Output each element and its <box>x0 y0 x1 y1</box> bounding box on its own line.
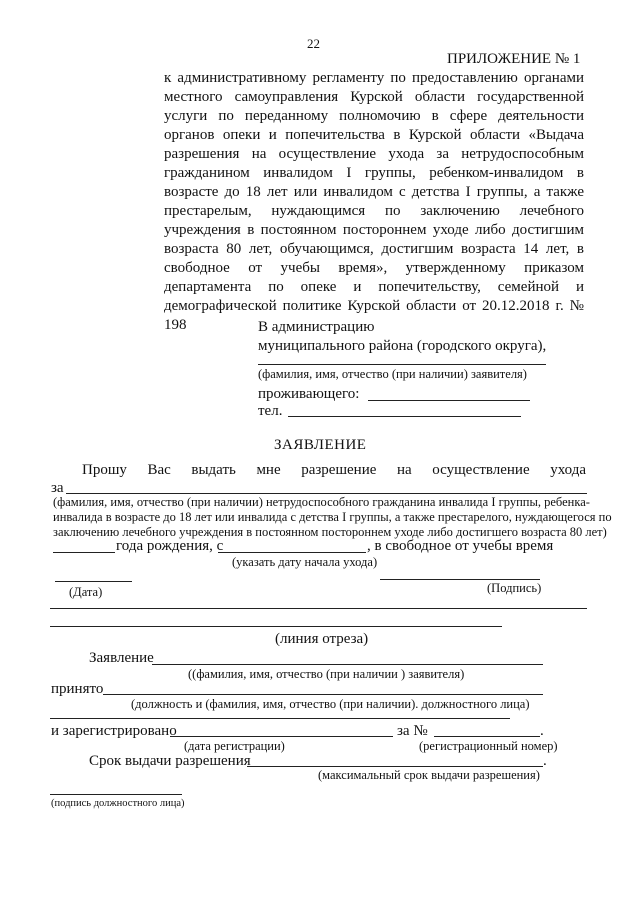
receipt-statement-label: Заявление <box>89 650 154 666</box>
preamble-line: к административному регламенту по предоставлению органами <box>164 70 584 86</box>
applicant-fio-caption: (фамилия, имя, отчество (при наличии) заявителя) <box>258 367 527 381</box>
preamble-line: учреждения в постоянном постороннем уходе либо достигшим <box>164 222 584 238</box>
official-field-extra[interactable] <box>50 718 510 719</box>
preamble-line: демографической политике Курской области от 20.12.2018 г. № <box>164 298 584 314</box>
request-line: Прошу Вас выдать мне разрешение на осуществление ухода <box>82 462 586 478</box>
phone-label: тел. <box>258 403 283 419</box>
statement-title: ЗАЯВЛЕНИЕ <box>274 437 367 453</box>
preamble-line: возраста 80 лет, обучающимся, достигшим возраста 14 лет, в <box>164 241 584 257</box>
preamble-line: услуги по переданному полномочию в сфере деятельности <box>164 108 584 124</box>
birth-year-text: года рождения, с <box>116 538 224 554</box>
official-signature-caption: (подпись должностного лица) <box>51 798 185 809</box>
start-date-caption: (указать дату начала ухода) <box>232 555 378 569</box>
registration-date-caption: (дата регистрации) <box>184 739 285 753</box>
addressee-line-1: В администрацию <box>258 319 375 335</box>
signature-field[interactable] <box>380 579 540 580</box>
residing-label: проживающего: <box>258 386 360 402</box>
phone-field[interactable] <box>288 416 521 417</box>
date-field[interactable] <box>55 581 132 582</box>
free-time-text: , в свободное от учебы время <box>367 538 554 554</box>
cut-line-bottom <box>50 626 502 627</box>
preamble-line: гражданином инвалидом I группы, ребенком-инвалидом в <box>164 165 584 181</box>
page-number: 22 <box>307 36 320 51</box>
care-for-label: за <box>51 480 64 496</box>
start-date-field[interactable] <box>218 552 366 553</box>
registration-number-caption: (регистрационный номер) <box>419 739 558 753</box>
cut-line-caption: (линия отреза) <box>275 631 369 647</box>
ward-fio-field[interactable] <box>66 493 587 494</box>
ward-caption-line: заключению лечебного учреждения в постоянном постороннем уходе либо достигшего возраста 80 лет) <box>53 525 607 539</box>
preamble-line: престарелым, нуждающимся по заключению лечебного <box>164 203 584 219</box>
cut-line-top <box>50 608 587 609</box>
number-label: за № <box>397 723 428 739</box>
residing-field[interactable] <box>368 400 530 401</box>
preamble-line: возрасте до 18 лет или инвалидом с детства I группы, а также <box>164 184 584 200</box>
preamble-line: 198 <box>164 317 187 333</box>
birth-year-field[interactable] <box>53 552 115 553</box>
deadline-end: . <box>543 753 547 769</box>
addressee-line-2: муниципального района (городского округа), <box>258 338 547 354</box>
preamble-line: департамента по опеке и попечительству, семейной и <box>164 279 584 295</box>
official-field[interactable] <box>103 694 543 695</box>
applicant-fio-field[interactable] <box>258 364 546 365</box>
deadline-caption: (максимальный срок выдачи разрешения) <box>318 768 540 782</box>
ward-caption-line: (фамилия, имя, отчество (при наличии) нетрудоспособного гражданина инвалида I группы, ребенка- <box>53 495 590 509</box>
accepted-label: принято <box>51 681 104 697</box>
deadline-label: Срок выдачи разрешения <box>89 753 251 769</box>
number-end: . <box>540 723 544 739</box>
signature-caption: (Подпись) <box>487 581 542 595</box>
preamble-line: местного самоуправления Курской области государственной <box>164 89 584 105</box>
preamble-line: разрешения на осуществление ухода за нетрудоспособным <box>164 146 584 162</box>
ward-caption-line: инвалида в возрасте до 18 лет или инвалида с детства I группы, а также престарелого, нуждающегося по <box>53 510 612 524</box>
preamble-line: органов опеки и попечительства в Курской области «Выдача <box>164 127 584 143</box>
official-signature-field[interactable] <box>50 794 182 795</box>
date-caption: (Дата) <box>69 585 103 599</box>
preamble-line: свободное от учебы время», утвержденному приказом <box>164 260 584 276</box>
receipt-applicant-caption: ((фамилия, имя, отчество (при наличии ) заявителя) <box>188 667 465 681</box>
registration-date-field[interactable] <box>170 736 393 737</box>
registered-label: и зарегистрировано <box>51 723 177 739</box>
appendix-title: ПРИЛОЖЕНИЕ № 1 <box>447 51 581 67</box>
official-caption: (должность и (фамилия, имя, отчество (при наличии). должностного лица) <box>131 697 530 711</box>
deadline-field[interactable] <box>247 766 543 767</box>
registration-number-field[interactable] <box>434 736 540 737</box>
receipt-applicant-field[interactable] <box>152 664 543 665</box>
